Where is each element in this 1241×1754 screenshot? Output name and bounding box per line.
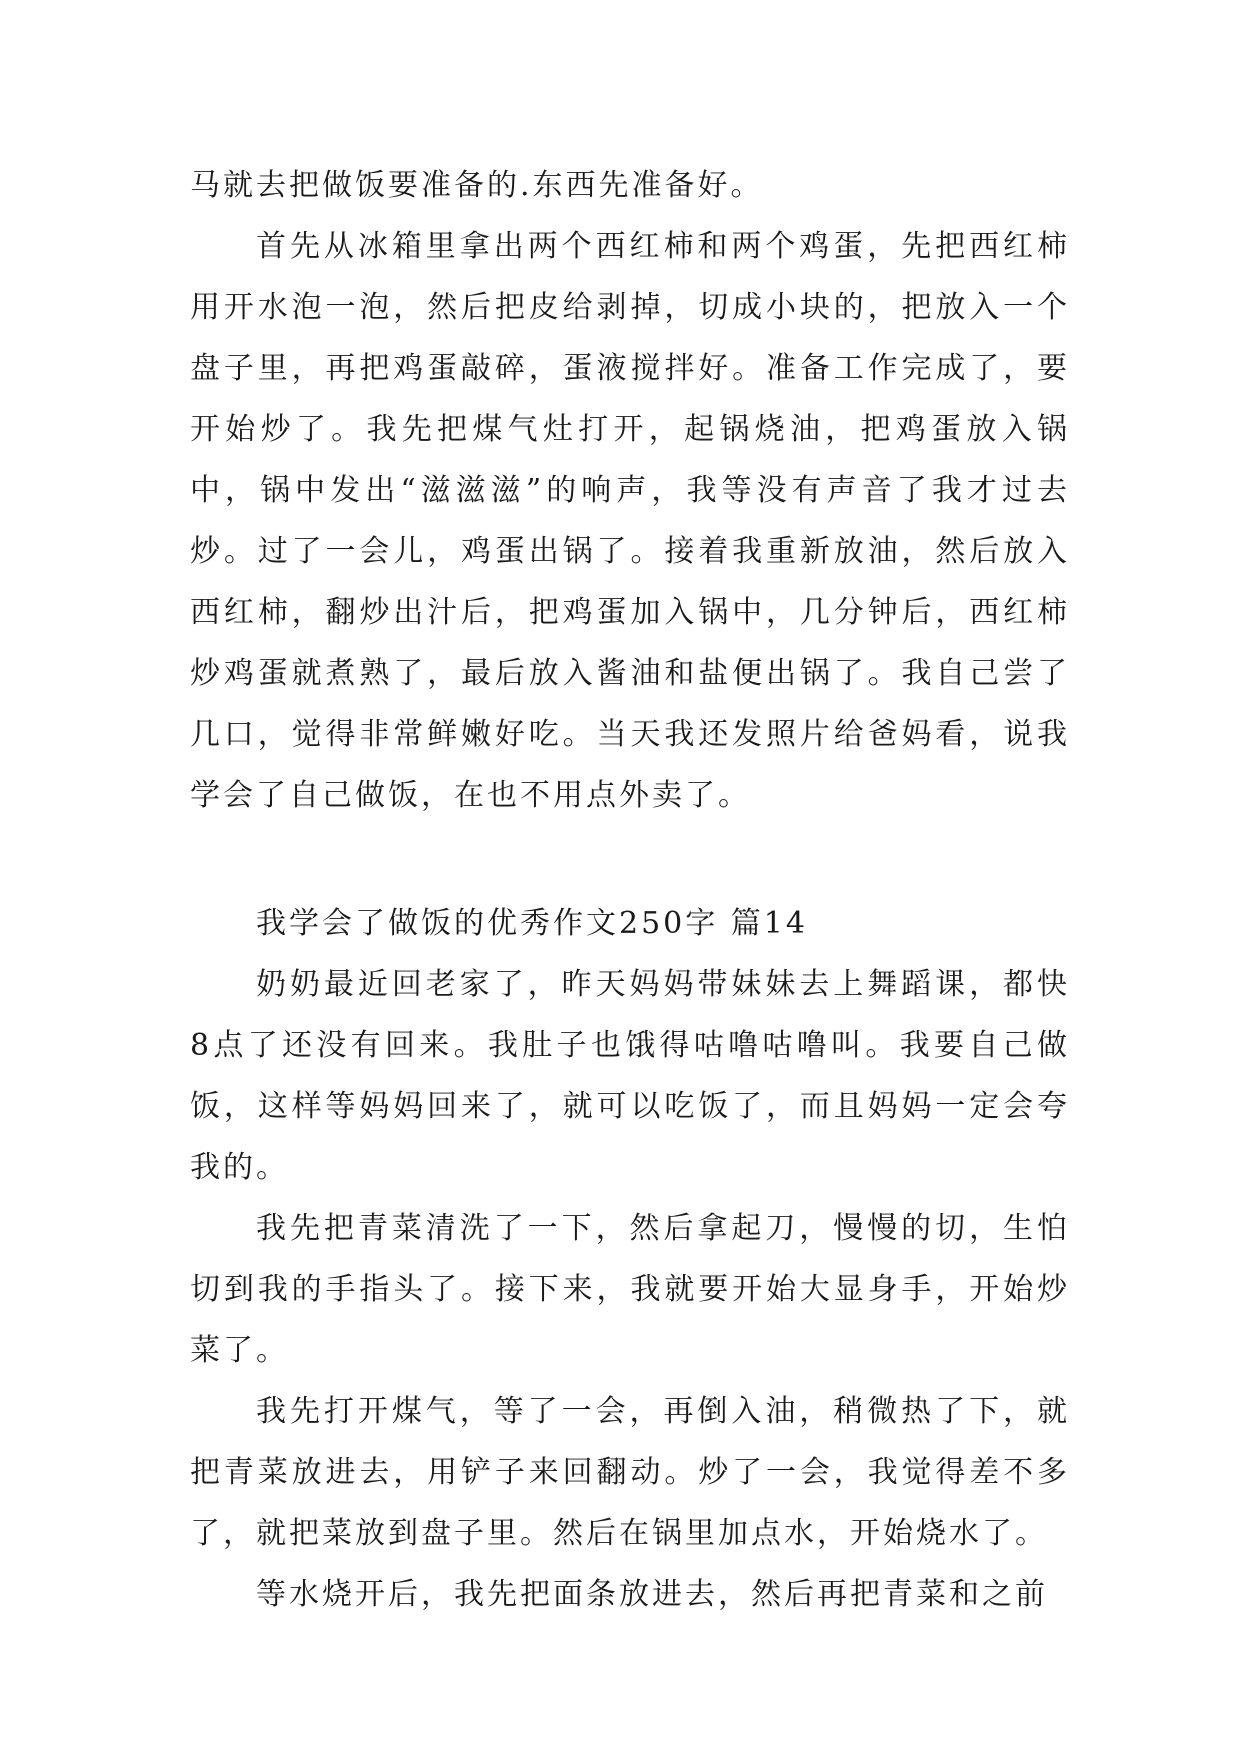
document-body — [190, 155, 1070, 1625]
paragraph-stir-fry: 我先打开煤气，等了一会，再倒入油，稍微热了下，就把青菜放进去，用铲子来回翻动。炒了一会，我觉得差不多了，就把菜放到盘子里。然后在锅里加点水，开始烧水了。 — [190, 1394, 1070, 1551]
paragraph-boil-noodles: 等水烧开后，我先把面条放进去，然后再把青菜和之前 — [256, 1577, 1048, 1612]
paragraph-intro: 奶奶最近回老家了，昨天妈妈带妹妹去上舞蹈课，都快8点了还没有回来。我肚子也饿得咕噜咕噜叫。我要自己做饭，这样等妈妈回来了，就可以吃饭了，而且妈妈一定会夸我的。 — [190, 967, 1070, 1185]
section-gap — [190, 826, 1070, 893]
paragraph-cooking-tomato-egg: 首先从冰箱里拿出两个西红柿和两个鸡蛋，先把西红柿用开水泡一泡，然后把皮给剥掉，切成小块的，把放入一个盘子里，再把鸡蛋敲碎，蛋液搅拌好。准备工作完成了，要开始炒了。我先把煤气灶打开，起锅烧油，把鸡蛋放入锅中，锅中发出“滋滋滋”的响声，我等没有声音了我才过去炒。过了一会儿，鸡蛋出锅了。接着我重新放油，然后放入西红柿，翻炒出汁后，把鸡蛋加入锅中，几分钟后，西红柿炒鸡蛋就煮熟了，最后放入酱油和盐便出锅了。我自己尝了几口，觉得非常鲜嫩好吃。当天我还发照片给爸妈看，说我学会了自己做饭，在也不用点外卖了。 — [190, 229, 1070, 813]
paragraph-wash-vegetables: 我先把青菜清洗了一下，然后拿起刀，慢慢的切，生怕切到我的手指头了。接下来，我就要开始大显身手，开始炒菜了。 — [190, 1211, 1070, 1368]
section-heading: 我学会了做饭的优秀作文250字 篇14 — [256, 906, 808, 941]
paragraph-continuation: 马就去把做饭要准备的.东西先准备好。 — [190, 168, 764, 203]
